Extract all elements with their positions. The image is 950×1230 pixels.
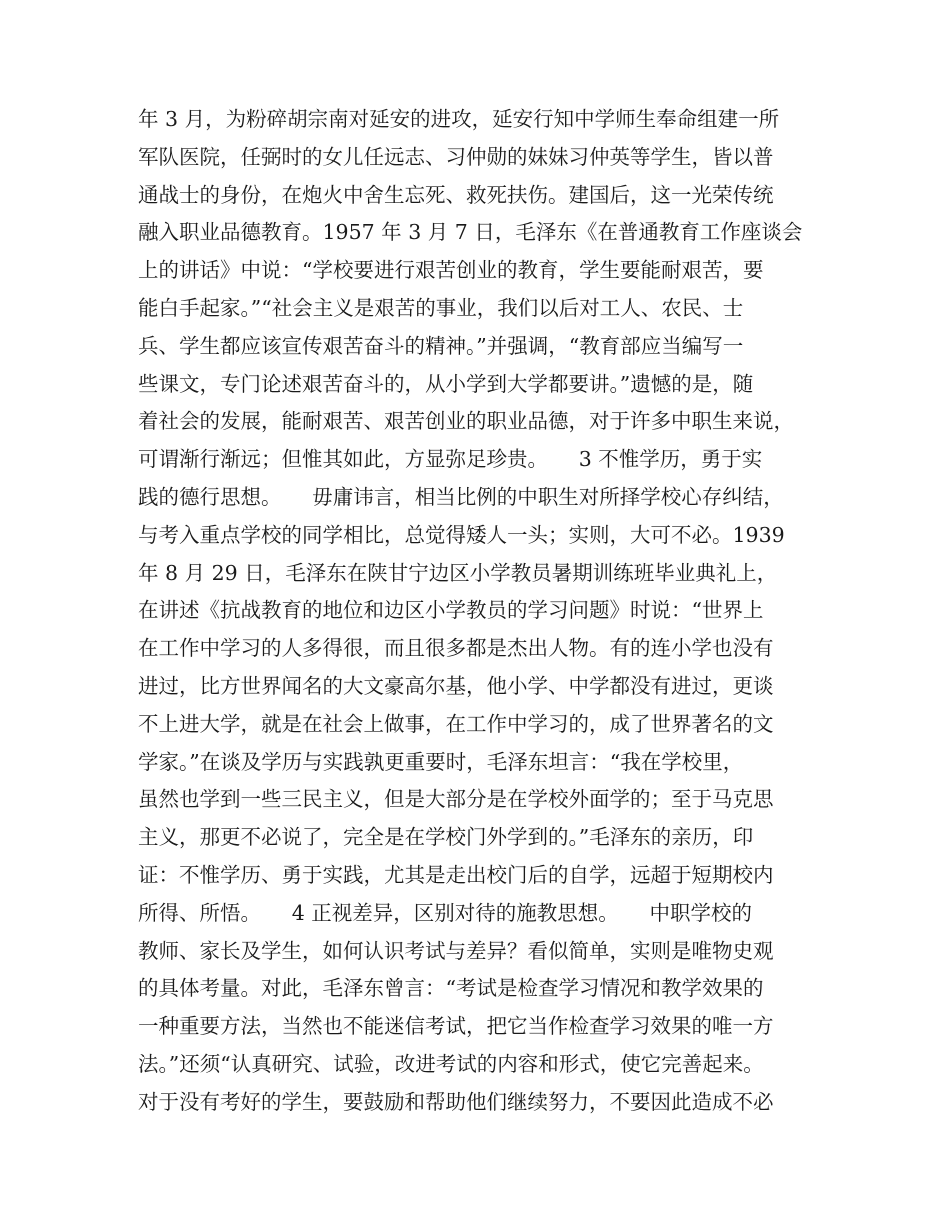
text-line: 对于没有考好的学生，要鼓励和帮助他们继续努力，不要因此造成不必: [138, 1089, 774, 1114]
text-line: 与考入重点学校的同学相比，总觉得矮人一头；实则，大可不必。1939: [138, 522, 785, 547]
text-line: 融入职业品德教育。1957 年 3 月 7 日，毛泽东《在普通教育工作座谈会: [138, 220, 803, 245]
text-line: 军队医院，任弼时的女儿任远志、习仲勋的妹妹习仲英等学生，皆以普: [138, 144, 774, 169]
text-line: 虽然也学到一些三民主义，但是大部分是在学校外面学的；至于马克思: [138, 787, 774, 812]
text-line: 一种重要方法，当然也不能迷信考试，把它当作检查学习效果的唯一方: [138, 1014, 774, 1039]
text-line: 兵、学生都应该宣传艰苦奋斗的精神。”并强调，“教育部应当编写一: [138, 333, 744, 358]
text-line: 进过，比方世界闻名的大文豪高尔基，他小学、中学都没有进过，更谈: [138, 673, 774, 698]
text-line: 证：不惟学历、勇于实践，尤其是走出校门后的自学，远超于短期校内: [138, 862, 774, 887]
text-line: 着社会的发展，能耐艰苦、艰苦创业的职业品德，对于许多中职生来说，: [138, 409, 794, 434]
text-line: 不上进大学，就是在社会上做事，在工作中学习的，成了世界著名的文: [138, 711, 774, 736]
text-line: 年 3 月，为粉碎胡宗南对延安的进攻，延安行知中学师生奉命组建一所: [138, 107, 780, 131]
text-line: 上的讲话》中说：“学校要进行艰苦创业的教育，学生要能耐艰苦，要: [138, 258, 764, 283]
text-line: 的具体考量。对此，毛泽东曾言：“考试是检查学习情况和教学效果的: [138, 976, 764, 1001]
text-line: 践的德行思想。 毋庸讳言，相当比例的中职生对所择学校心存纠结，: [138, 484, 784, 509]
text-line: 在工作中学习的人多得很，而且很多都是杰出人物。有的连小学也没有: [138, 636, 774, 661]
text-line: 些课文，专门论述艰苦奋斗的，从小学到大学都要讲。”遗憾的是，随: [138, 371, 754, 396]
body-text: [138, 101, 818, 1122]
text-line: 教师、家长及学生，如何认识考试与差异？看似简单，实则是唯物史观: [138, 938, 774, 963]
text-line: 通战士的身份，在炮火中舍生忘死、救死扶伤。建国后，这一光荣传统: [138, 182, 774, 207]
text-line: 主义，那更不必说了，完全是在学校门外学到的。”毛泽东的亲历，印: [138, 825, 754, 850]
text-line: 法。”还须“认真研究、试验，改进考试的内容和形式，使它完善起来。: [138, 1051, 764, 1076]
text-line: 在讲述《抗战教育的地位和边区小学教员的学习问题》时说：“世界上: [138, 598, 764, 623]
text-line: 可谓渐行渐远；但惟其如此，方显弥足珍贵。 3 不惟学历，勇于实: [138, 447, 763, 472]
text-line: 所得、所悟。 4 正视差异，区别对待的施教思想。 中职学校的: [138, 900, 753, 925]
text-line: 学家。”在谈及学历与实践孰更重要时，毛泽东坦言：“我在学校里，: [138, 749, 744, 774]
text-line: 能白手起家。”“社会主义是艰苦的事业，我们以后对工人、农民、士: [138, 295, 744, 320]
text-line: 年 8 月 29 日，毛泽东在陕甘宁边区小学教员暑期训练班毕业典礼上，: [138, 560, 778, 585]
